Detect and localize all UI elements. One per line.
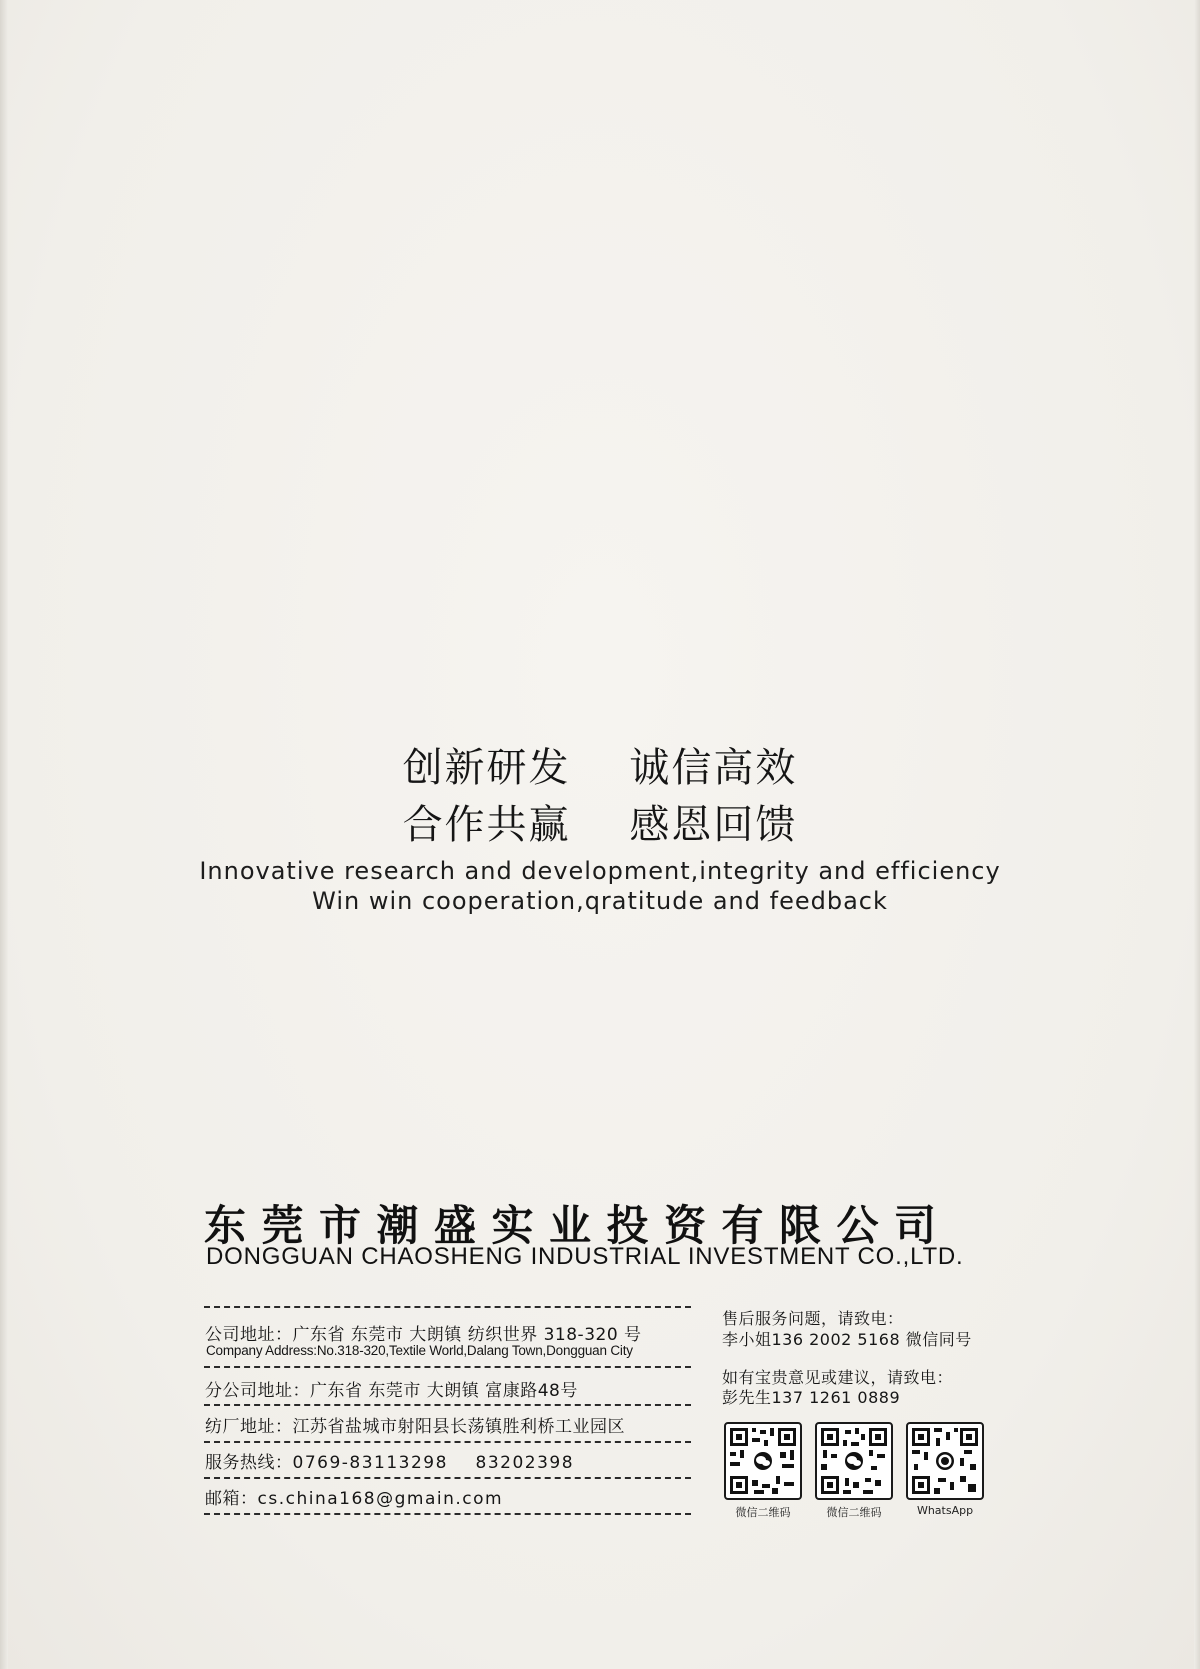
factory-row xyxy=(205,1412,625,1437)
slogan-en-line2: Win win cooperation,qratitude and feedback xyxy=(312,887,888,915)
qr-label: 微信二维码 xyxy=(826,1506,882,1519)
after-sales-title: 售后服务问题，请致电： xyxy=(722,1309,904,1328)
after-sales-contact: 李小姐136 2002 5168 微信同号 xyxy=(722,1330,972,1349)
divider-line xyxy=(204,1441,691,1443)
factory-label: 纺厂地址： xyxy=(205,1417,293,1437)
whatsapp-qr-code xyxy=(906,1422,984,1500)
address-label: 公司地址： xyxy=(205,1325,293,1345)
branch-label: 分公司地址： xyxy=(205,1381,310,1401)
feedback-title: 如有宝贵意见或建议，请致电： xyxy=(722,1368,954,1387)
qr-pattern xyxy=(726,1424,800,1498)
branch-cn: 广东省 东莞市 大朗镇 富康路48号 xyxy=(310,1381,578,1401)
divider-line xyxy=(204,1513,691,1515)
address-cn: 广东省 东莞市 大朗镇 纺织世界 318-320 号 xyxy=(292,1325,642,1345)
email-address: cs.china168@gmain.com xyxy=(257,1489,504,1509)
email-label: 邮箱： xyxy=(205,1489,258,1509)
address-row xyxy=(205,1320,642,1345)
company-name-cn: 东莞市潮盛实业投资有限公司 xyxy=(204,1201,952,1250)
branch-row xyxy=(205,1376,578,1401)
feedback-contact: 彭先生137 1261 0889 xyxy=(722,1388,901,1407)
qr-label: 微信二维码 xyxy=(735,1506,791,1519)
company-name-en: DONGGUAN CHAOSHENG INDUSTRIAL INVESTMENT CO.,LTD. xyxy=(206,1243,964,1270)
hotline-row xyxy=(205,1448,574,1473)
slogan-en-line1: Innovative research and development,integrity and efficiency xyxy=(199,857,1001,885)
divider-line xyxy=(204,1404,691,1406)
slogan-cn-line2: 合作共赢 感恩回馈 xyxy=(402,802,798,848)
wechat-qr-code xyxy=(815,1422,893,1500)
qr-pattern xyxy=(817,1424,891,1498)
factory-cn: 江苏省盐城市射阳县长荡镇胜利桥工业园区 xyxy=(292,1417,625,1437)
qr-pattern xyxy=(908,1424,982,1498)
divider-line xyxy=(204,1366,691,1368)
divider-line xyxy=(204,1477,691,1479)
divider-line xyxy=(204,1306,691,1308)
qr-label: WhatsApp xyxy=(916,1504,974,1517)
slogan-cn-line1: 创新研发 诚信高效 xyxy=(402,745,798,791)
wechat-qr-code xyxy=(724,1422,802,1500)
email-row xyxy=(205,1484,503,1509)
address-en: Company Address:No.318-320,Textile World,Dalang Town,Dongguan City xyxy=(206,1343,633,1358)
hotline-number: 0769-83113298 83202398 xyxy=(292,1453,575,1473)
hotline-label: 服务热线： xyxy=(205,1453,293,1473)
